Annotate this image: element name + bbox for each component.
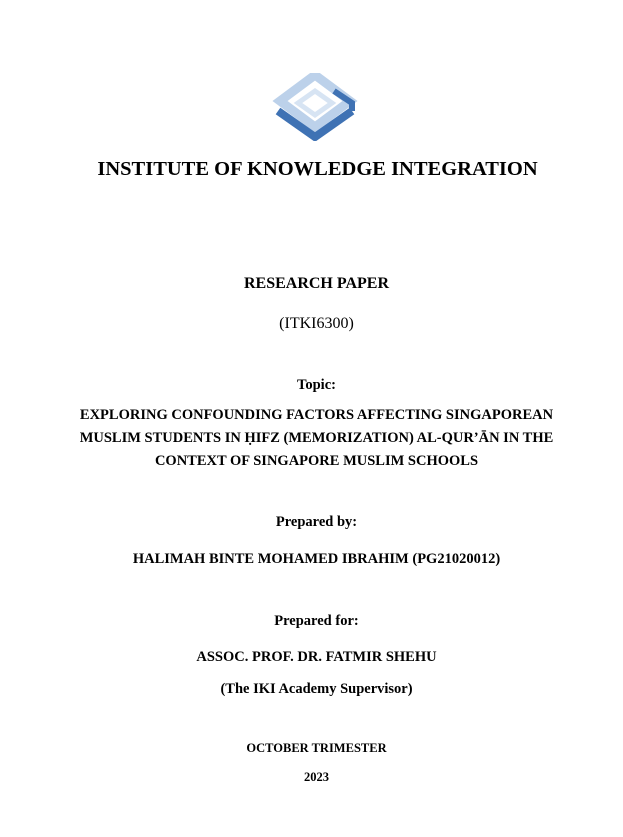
topic-line: CONTEXT OF SINGAPORE MUSLIM SCHOOLS	[154, 453, 479, 469]
term-label: OCTOBER TRIMESTER	[246, 741, 387, 755]
prepared-by-label: Prepared by:	[275, 514, 358, 530]
topic-label: Topic:	[297, 377, 336, 393]
prepared-for-label: Prepared for:	[274, 613, 359, 629]
iki-diamond-logo-icon	[272, 73, 358, 141]
course-code: (ITKI6300)	[279, 315, 354, 332]
year-label: 2023	[304, 770, 329, 784]
supervisor-role: (The IKI Academy Supervisor)	[220, 681, 413, 697]
supervisor-name: ASSOC. PROF. DR. FATMIR SHEHU	[196, 649, 437, 665]
topic-line: MUSLIM STUDENTS IN ḤIFZ (MEMORIZATION) AL-QUR’ĀN IN THE	[79, 430, 554, 446]
topic-line: EXPLORING CONFOUNDING FACTORS AFFECTING SINGAPOREAN	[79, 407, 554, 423]
logo-inner-diamond	[298, 91, 332, 115]
author-name: HALIMAH BINTE MOHAMED IBRAHIM (PG21020012)	[132, 551, 501, 567]
document-type: RESEARCH PAPER	[243, 275, 390, 292]
institute-name: INSTITUTE OF KNOWLEDGE INTEGRATION	[97, 158, 538, 180]
